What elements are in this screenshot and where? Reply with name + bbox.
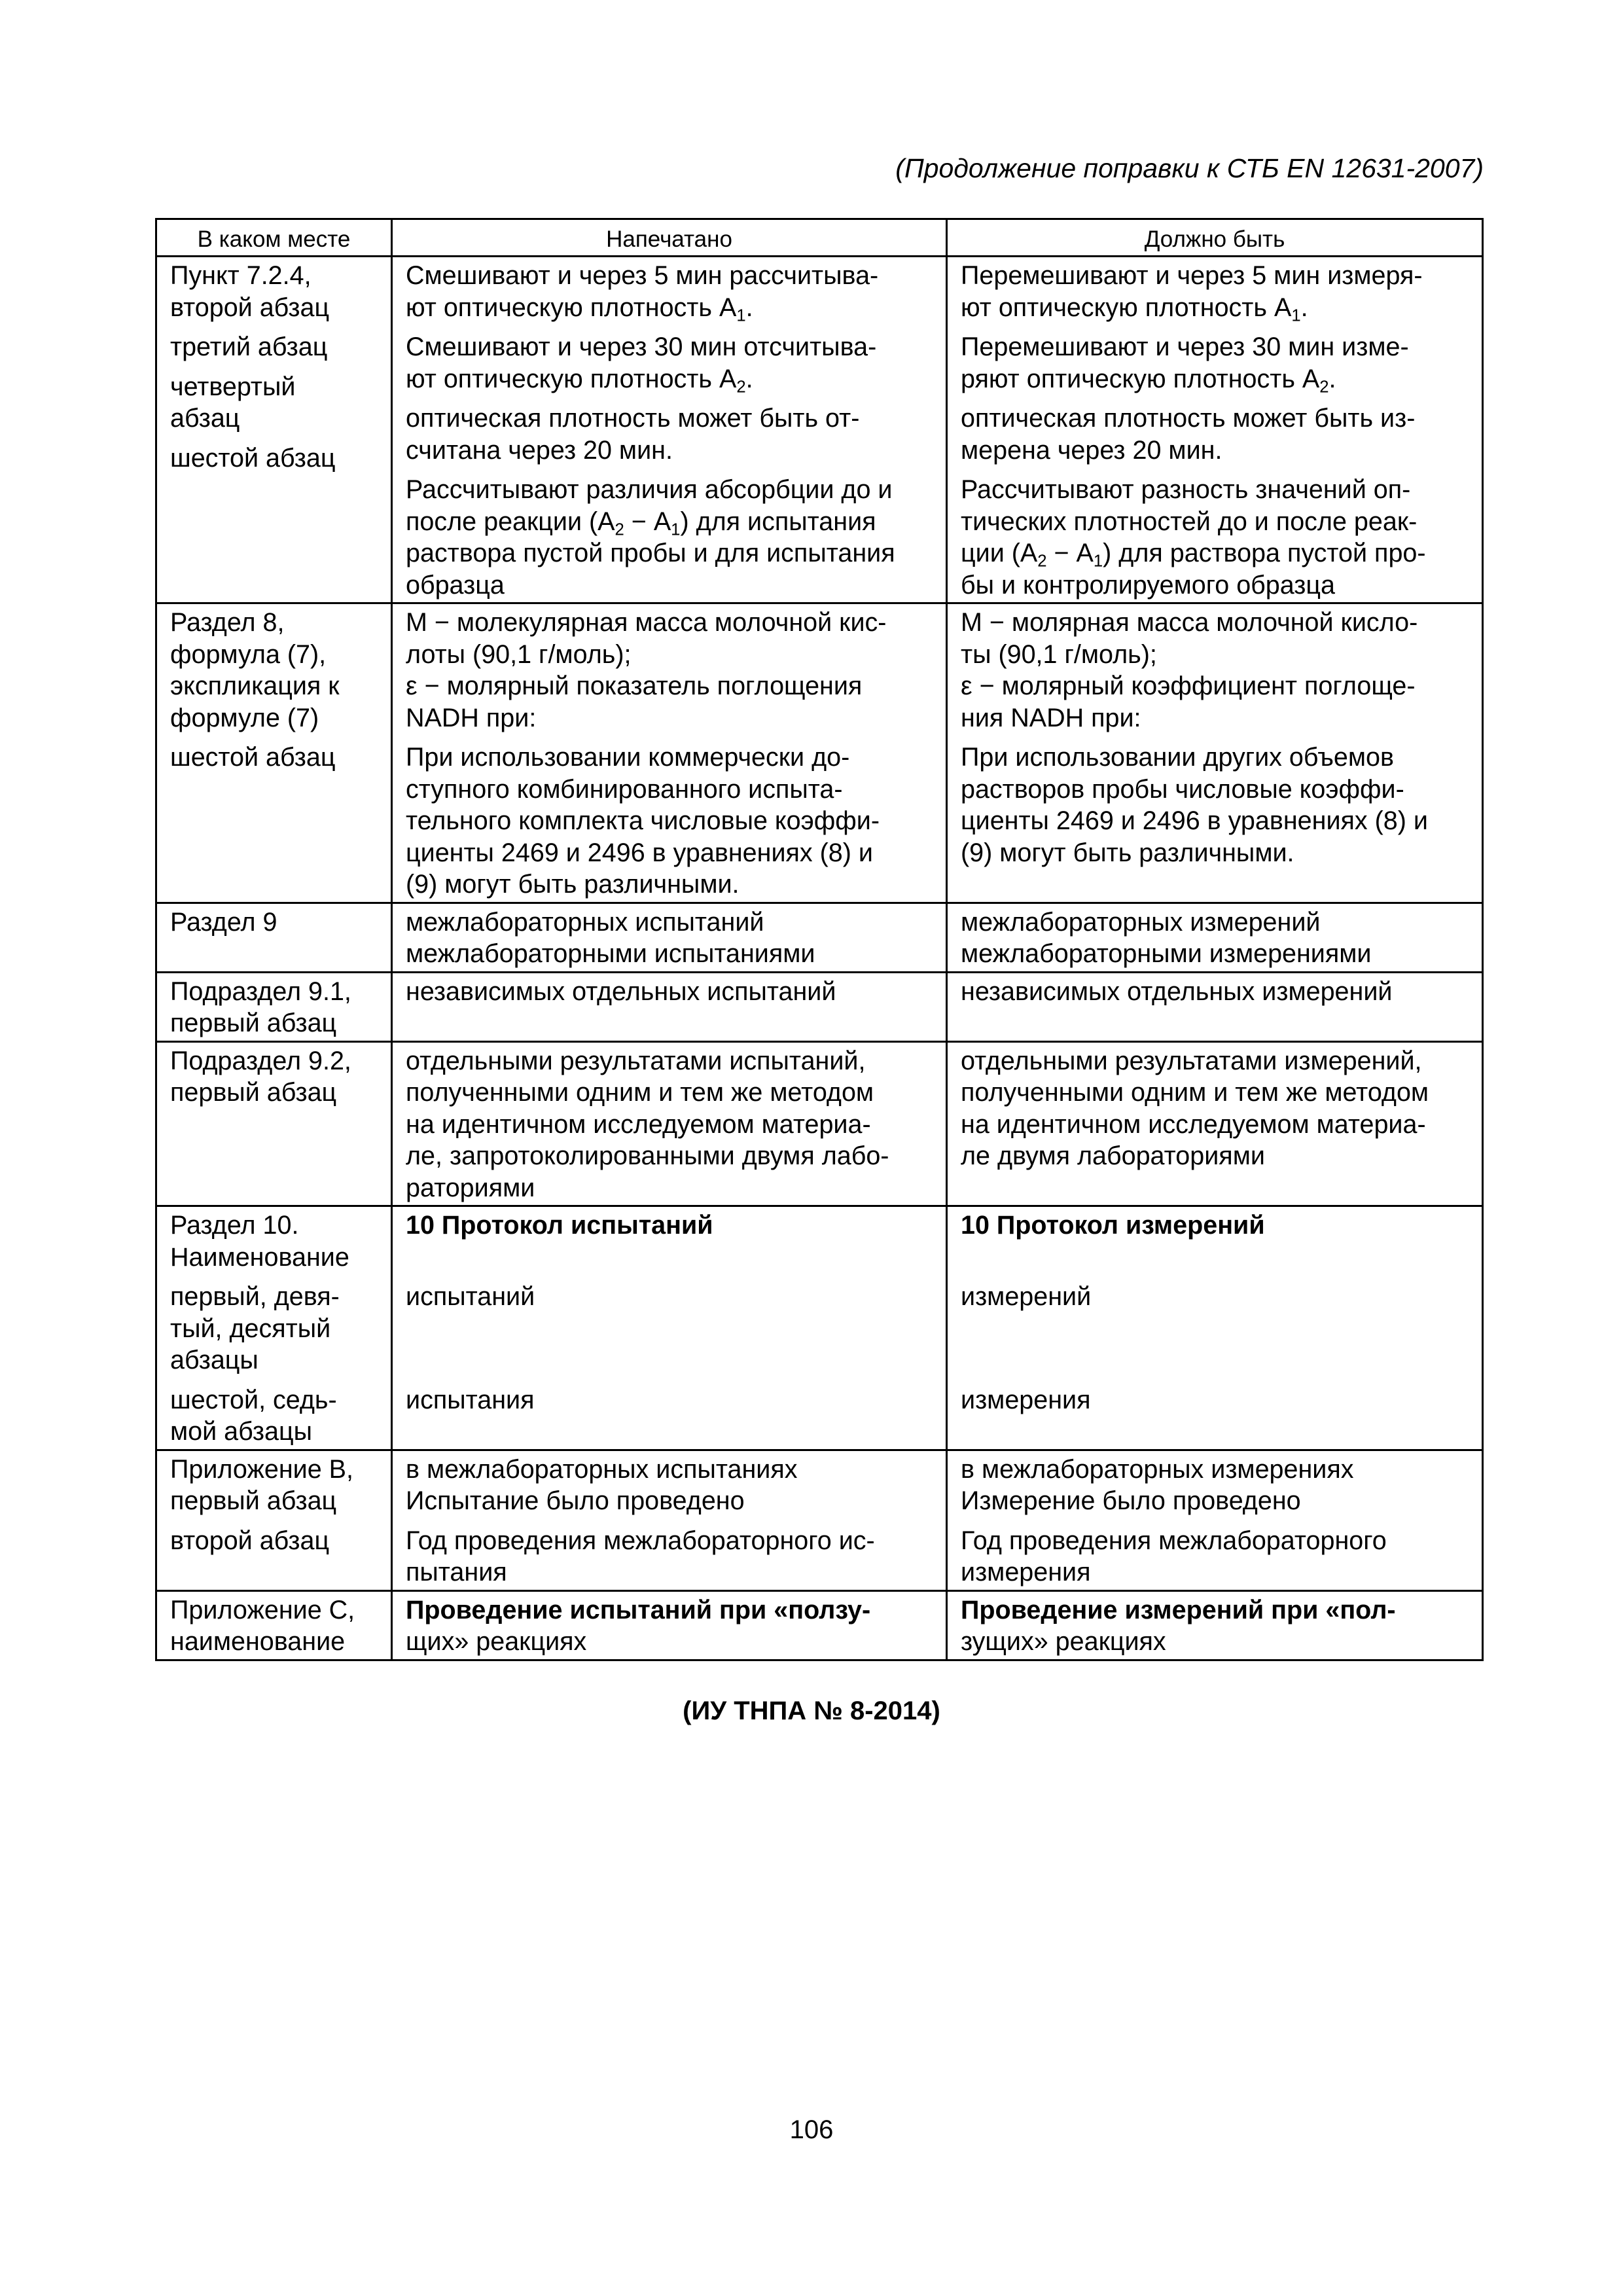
printed-cell-segment xyxy=(406,906,933,970)
text-line: ступного комбинированного испыта- xyxy=(406,774,843,804)
text-line: тый, десятый xyxy=(170,1314,331,1343)
should-be-cell-segment xyxy=(961,1210,1469,1273)
printed-cell-segment xyxy=(406,1210,933,1273)
text-line: ния NADH при: xyxy=(961,703,1141,732)
place-cell xyxy=(156,257,392,603)
text-line: оптическая плотность может быть из- xyxy=(961,404,1416,433)
page-number: 106 xyxy=(789,2115,834,2144)
text-line: независимых отдельных измерений xyxy=(961,977,1393,1006)
text-line: шестой абзац xyxy=(170,743,336,772)
printed-cell xyxy=(392,972,947,1041)
printed-cell-segment xyxy=(406,976,933,1008)
text-line: Раздел 8, xyxy=(170,608,285,637)
text-line: Год проведения межлабораторного xyxy=(961,1526,1387,1555)
text-line: абзац xyxy=(170,404,240,433)
printed-cell xyxy=(392,1450,947,1590)
should-be-cell-segment xyxy=(961,1045,1469,1172)
text-line: Рассчитывают разность значений оп- xyxy=(961,475,1411,504)
text-line: Приложение С, xyxy=(170,1595,355,1624)
text-line: ют оптическую плотность $А_2$. xyxy=(406,364,753,397)
text-line: межлабораторных испытаний xyxy=(406,907,764,937)
text-line: формуле (7) xyxy=(170,703,319,732)
text-line: на идентичном исследуемом материа- xyxy=(961,1109,1426,1139)
text-line: Год проведения межлабораторного ис- xyxy=(406,1526,875,1555)
printed-cell-segment xyxy=(406,260,933,323)
place-cell-segment xyxy=(170,1384,378,1448)
table-row xyxy=(156,1590,1483,1660)
text-line: мой абзацы xyxy=(170,1417,312,1446)
printed-cell-segment xyxy=(406,331,933,395)
printed-cell xyxy=(392,903,947,972)
column-header-place: В каком месте xyxy=(156,219,392,257)
text-line: на идентичном исследуемом материа- xyxy=(406,1109,871,1139)
place-cell-segment xyxy=(170,1210,378,1273)
text-line: формула (7), xyxy=(170,639,327,669)
text-line: измерения xyxy=(961,1385,1091,1414)
text-line: (9) могут быть различными. xyxy=(961,838,1294,867)
text-line: зущих» реакциях xyxy=(961,1627,1166,1656)
text-line: шестой абзац xyxy=(170,443,336,473)
table-row xyxy=(156,257,1483,603)
text-line: ле двумя лабораториями xyxy=(961,1141,1265,1170)
text-line: бы и контролируемого образца xyxy=(961,570,1335,600)
should-be-cell-segment xyxy=(961,474,1469,601)
should-be-cell-segment xyxy=(961,260,1469,323)
printed-cell xyxy=(392,257,947,603)
place-cell xyxy=(156,1590,392,1660)
place-cell-segment xyxy=(170,1281,378,1376)
text-line: испытаний xyxy=(406,1282,535,1311)
table-header-row xyxy=(156,219,1483,257)
should-be-cell-segment xyxy=(961,1454,1469,1517)
place-cell-segment xyxy=(170,331,378,363)
should-be-cell-segment xyxy=(961,1594,1469,1658)
text-line xyxy=(406,1313,933,1345)
text-line: межлабораторных измерений xyxy=(961,907,1321,937)
place-cell-segment xyxy=(170,976,378,1039)
place-cell xyxy=(156,972,392,1041)
printed-cell xyxy=(392,1041,947,1206)
text-line: считана через 20 мин. xyxy=(406,435,673,465)
text-line: растворов пробы числовые коэффи- xyxy=(961,774,1404,804)
text-line: При использовании других объемов xyxy=(961,743,1394,772)
text-line: в межлабораторных испытаниях xyxy=(406,1454,798,1484)
place-cell xyxy=(156,1041,392,1206)
text-line: ряют оптическую плотность $А_2$. xyxy=(961,364,1336,397)
text-line: Раздел 9 xyxy=(170,907,277,937)
place-cell xyxy=(156,1206,392,1450)
text-line: лоты (90,1 г/моль); xyxy=(406,639,632,669)
text-line: Смешивают и через 5 мин рассчитыва- xyxy=(406,261,879,290)
should-be-cell xyxy=(947,257,1483,603)
printed-cell-segment xyxy=(406,1525,933,1588)
text-line: Пункт 7.2.4, xyxy=(170,261,312,290)
text-line: тельного комплекта числовые коэффи- xyxy=(406,806,880,835)
should-be-cell-segment xyxy=(961,742,1469,869)
text-line: межлабораторными испытаниями xyxy=(406,939,815,968)
printed-cell-segment xyxy=(406,1454,933,1517)
table-row xyxy=(156,603,1483,903)
text-line: третий абзац xyxy=(170,332,328,361)
text-line: раствора пустой пробы и для испытания xyxy=(406,539,895,567)
text-line: щих» реакциях xyxy=(406,1627,587,1656)
text-line xyxy=(961,1242,1469,1274)
amendment-reference: (ИУ ТНПА № 8-2014) xyxy=(683,1696,940,1725)
text-line: Наименование xyxy=(170,1242,349,1272)
corrections-table-wrap xyxy=(155,218,1482,1661)
column-header-printed: Напечатано xyxy=(392,219,947,257)
text-line: ле, запротоколированными двумя лабо- xyxy=(406,1141,889,1170)
printed-cell xyxy=(392,603,947,903)
text-line: Рассчитывают различия абсорбции до и xyxy=(406,475,893,504)
text-line: первый абзац xyxy=(170,1078,337,1107)
text-line: наименование xyxy=(170,1627,346,1656)
place-cell-segment xyxy=(170,1045,378,1109)
text-line: первый, девя- xyxy=(170,1282,340,1311)
text-line: шестой, седь- xyxy=(170,1385,337,1414)
text-line: первый абзац xyxy=(170,1009,337,1037)
text-line: Смешивают и через 30 мин отсчитыва- xyxy=(406,332,877,361)
text-line: циенты 2469 и 2496 в уравнениях (8) и xyxy=(961,806,1428,835)
text-line: тических плотностей до и после реак- xyxy=(961,507,1418,536)
text-line: ε − молярный коэффициент поглоще- xyxy=(961,672,1416,700)
text-line: второй абзац xyxy=(170,293,330,322)
should-be-cell xyxy=(947,603,1483,903)
text-line: M − молярная масса молочной кисло- xyxy=(961,608,1418,637)
place-cell-segment xyxy=(170,260,378,323)
text-line: мерена через 20 мин. xyxy=(961,435,1222,465)
place-cell xyxy=(156,903,392,972)
text-line xyxy=(961,1313,1469,1345)
text-line: M − молекулярная масса молочной кис- xyxy=(406,608,887,637)
printed-cell-segment xyxy=(406,607,933,734)
printed-cell-segment xyxy=(406,1594,933,1658)
text-line: Подраздел 9.1, xyxy=(170,977,351,1006)
should-be-cell-segment xyxy=(961,976,1469,1008)
should-be-cell-segment xyxy=(961,607,1469,734)
place-cell xyxy=(156,603,392,903)
text-line xyxy=(406,1242,933,1274)
printed-cell-segment xyxy=(406,1384,933,1448)
printed-cell-segment xyxy=(406,1281,933,1376)
text-line: первый абзац xyxy=(170,1486,337,1515)
text-line: после реакции $(А_2 - А_1)$ для испытания xyxy=(406,507,876,539)
table-row xyxy=(156,1206,1483,1450)
text-line: циенты 2469 и 2496 в уравнениях (8) и xyxy=(406,838,873,867)
text-line: При использовании коммерчески до- xyxy=(406,743,850,772)
text-line: ции $(А_2 - А_1)$ для раствора пустой про- xyxy=(961,539,1426,571)
text-line: Перемешивают и через 30 мин изме- xyxy=(961,332,1409,361)
text-line xyxy=(406,1416,933,1448)
place-cell-segment xyxy=(170,442,378,475)
text-line: полученными одним и тем же методом xyxy=(406,1078,874,1107)
continuation-note: (Продолжение поправки к СТБ EN 12631-2007) xyxy=(895,153,1484,183)
place-cell-segment xyxy=(170,1594,378,1658)
should-be-cell xyxy=(947,1041,1483,1206)
text-line: Раздел 10. xyxy=(170,1211,299,1240)
printed-cell-segment xyxy=(406,474,933,601)
text-line: оптическая плотность может быть от- xyxy=(406,404,860,433)
text-line: в межлабораторных измерениях xyxy=(961,1454,1354,1484)
place-cell xyxy=(156,1450,392,1590)
text-line xyxy=(406,1344,933,1376)
text-line: Подраздел 9.2, xyxy=(170,1046,351,1075)
text-line: второй абзац xyxy=(170,1526,330,1555)
printed-cell xyxy=(392,1206,947,1450)
text-line: (9) могут быть различными. xyxy=(406,870,740,899)
text-line: ты (90,1 г/моль); xyxy=(961,639,1157,669)
text-line: 10 Протокол испытаний xyxy=(406,1211,713,1240)
place-cell-segment xyxy=(170,1525,378,1557)
text-line: пытания xyxy=(406,1558,507,1587)
text-line: Перемешивают и через 5 мин измеря- xyxy=(961,261,1423,290)
should-be-cell-segment xyxy=(961,1281,1469,1376)
corrections-table xyxy=(155,218,1484,1661)
table-row xyxy=(156,1041,1483,1206)
should-be-cell-segment xyxy=(961,906,1469,970)
should-be-cell-segment xyxy=(961,1525,1469,1588)
should-be-cell-segment xyxy=(961,1384,1469,1448)
text-line: раториями xyxy=(406,1173,535,1202)
column-header-should-be: Должно быть xyxy=(947,219,1483,257)
place-cell-segment xyxy=(170,906,378,939)
printed-cell xyxy=(392,1590,947,1660)
should-be-cell xyxy=(947,1206,1483,1450)
should-be-cell-segment xyxy=(961,403,1469,466)
text-line: 10 Протокол измерений xyxy=(961,1211,1265,1240)
text-line: Приложение В, xyxy=(170,1454,353,1484)
text-line: Измерение было проведено xyxy=(961,1486,1301,1515)
text-line: абзацы xyxy=(170,1346,259,1374)
text-line: Проведение испытаний при «ползу- xyxy=(406,1595,871,1624)
text-line: образца xyxy=(406,570,505,600)
place-cell-segment xyxy=(170,607,378,734)
text-line xyxy=(961,1416,1469,1448)
text-line: измерения xyxy=(961,1558,1091,1587)
text-line: ют оптическую плотность $А_1$. xyxy=(961,293,1308,325)
table-row xyxy=(156,1450,1483,1590)
text-line: отдельными результатами испытаний, xyxy=(406,1046,866,1075)
text-line: Проведение измерений при «пол- xyxy=(961,1595,1396,1624)
text-line: отдельными результатами измерений, xyxy=(961,1046,1422,1075)
printed-cell-segment xyxy=(406,742,933,901)
text-line: ε − молярный показатель поглощения xyxy=(406,672,863,700)
should-be-cell xyxy=(947,972,1483,1041)
text-line: NADH при: xyxy=(406,703,537,732)
place-cell-segment xyxy=(170,742,378,774)
should-be-cell xyxy=(947,1590,1483,1660)
text-line: измерений xyxy=(961,1282,1092,1311)
text-line: ют оптическую плотность $А_1$. xyxy=(406,293,753,325)
printed-cell-segment xyxy=(406,403,933,466)
should-be-cell xyxy=(947,903,1483,972)
place-cell-segment xyxy=(170,371,378,435)
should-be-cell-segment xyxy=(961,331,1469,395)
text-line: экспликация к xyxy=(170,672,340,700)
text-line xyxy=(961,1344,1469,1376)
text-line: испытания xyxy=(406,1385,535,1414)
text-line: межлабораторными измерениями xyxy=(961,939,1372,968)
place-cell-segment xyxy=(170,1454,378,1517)
printed-cell-segment xyxy=(406,1045,933,1204)
should-be-cell xyxy=(947,1450,1483,1590)
table-row xyxy=(156,903,1483,972)
text-line: независимых отдельных испытаний xyxy=(406,977,836,1006)
text-line: Испытание было проведено xyxy=(406,1486,745,1515)
table-row xyxy=(156,972,1483,1041)
text-line: четвертый xyxy=(170,372,296,401)
text-line: полученными одним и тем же методом xyxy=(961,1078,1429,1107)
